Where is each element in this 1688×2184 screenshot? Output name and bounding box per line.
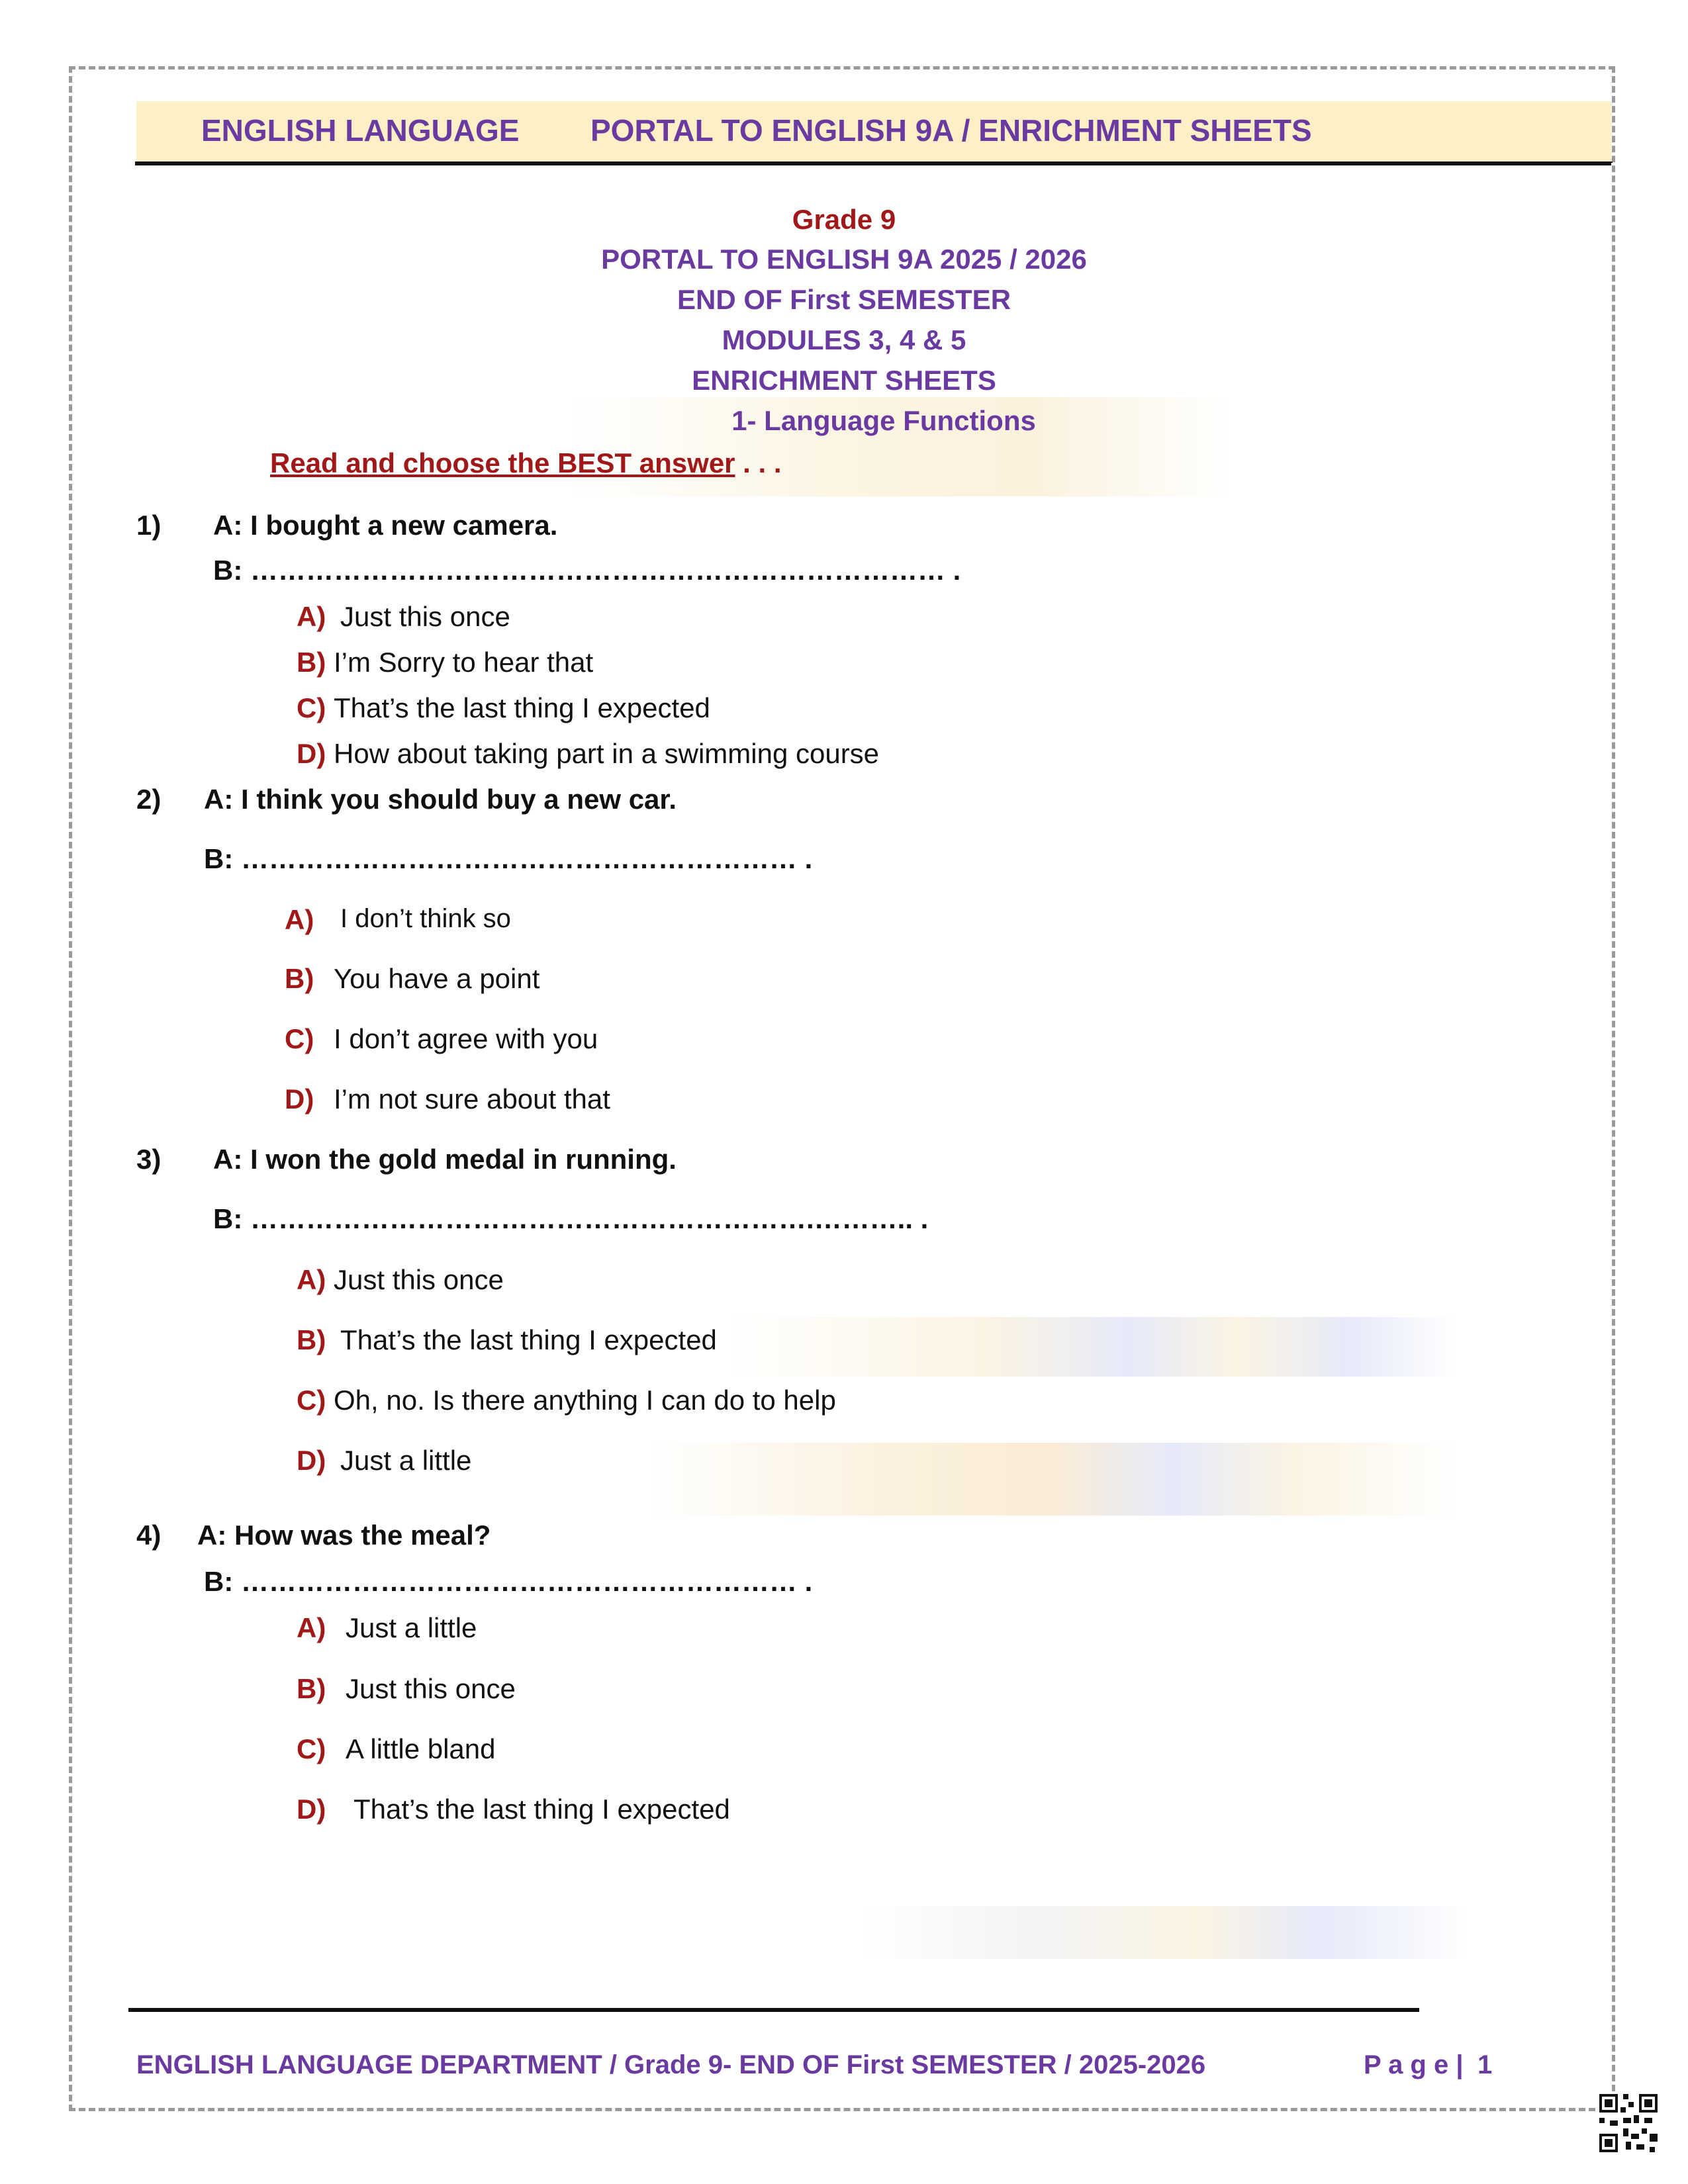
option-text[interactable]: Just this once	[346, 1673, 516, 1704]
page-number: 1	[1477, 2050, 1493, 2079]
header-rule-extension	[1536, 161, 1613, 163]
footer-rule	[128, 2008, 1419, 2012]
option-text[interactable]: A little bland	[346, 1733, 496, 1764]
footer-department: ENGLISH LANGUAGE DEPARTMENT / Grade 9- END OF First SEMESTER / 2025-2026	[136, 2050, 1206, 2079]
option-letter: A)	[297, 601, 326, 632]
answer-blank: B: …………………………………………………….……….. .	[213, 1203, 929, 1234]
option-letter: A)	[285, 904, 314, 935]
question-prompt: A: I won the gold medal in running.	[213, 1144, 677, 1175]
option-text[interactable]: I’m not sure about that	[334, 1083, 610, 1115]
option-text[interactable]: Oh, no. Is there anything I can do to help	[334, 1385, 836, 1416]
section-title: 1- Language Functions	[731, 405, 1036, 436]
option-letter: B)	[297, 1673, 326, 1704]
option-letter: D)	[285, 1083, 314, 1115]
grade-title: Grade 9	[792, 204, 896, 235]
answer-blank: B: …………………………………………………… .	[204, 1566, 813, 1597]
option-letter: B)	[285, 963, 314, 994]
question-prompt: A: I think you should buy a new car.	[204, 784, 677, 815]
option-text[interactable]: I’m Sorry to hear that	[334, 647, 594, 678]
option-letter: A)	[297, 1264, 326, 1295]
answer-blank: B: …………………………………………………… .	[204, 843, 813, 874]
sheets-title: ENRICHMENT SHEETS	[692, 365, 996, 396]
header-series: PORTAL TO ENGLISH 9A / ENRICHMENT SHEETS	[590, 113, 1312, 148]
header-rule	[135, 161, 1611, 165]
option-text[interactable]: Just this once	[334, 1264, 504, 1295]
course-title: PORTAL TO ENGLISH 9A 2025 / 2026	[601, 244, 1087, 275]
question-number: 1)	[136, 510, 162, 541]
option-letter: D)	[297, 1445, 326, 1476]
option-letter: A)	[297, 1612, 326, 1643]
option-letter: D)	[297, 1794, 326, 1825]
semester-title: END OF First SEMESTER	[677, 284, 1011, 315]
question-number: 2)	[136, 784, 162, 815]
instruction-text: Read and choose the BEST answer	[270, 447, 735, 478]
option-text[interactable]: How about taking part in a swimming course	[334, 738, 880, 769]
option-text[interactable]: Just this once	[340, 601, 510, 632]
modules-title: MODULES 3, 4 & 5	[722, 324, 966, 355]
option-letter: C)	[297, 692, 326, 723]
instruction	[270, 447, 782, 479]
header-subject: ENGLISH LANGUAGE	[201, 113, 520, 148]
watermark-fragment	[649, 1443, 1456, 1516]
option-text[interactable]: That’s the last thing I expected	[340, 1324, 717, 1355]
watermark-fragment	[728, 1317, 1456, 1377]
option-letter: D)	[297, 738, 326, 769]
option-text[interactable]: That’s the last thing I expected	[334, 692, 710, 723]
watermark-fragment	[861, 1906, 1470, 1959]
option-text[interactable]: Just a little	[346, 1612, 477, 1643]
option-letter: C)	[297, 1733, 326, 1764]
answer-blank: B: ………………………………………………………………… .	[213, 555, 961, 586]
question-number: 3)	[136, 1144, 162, 1175]
option-letter: B)	[297, 647, 326, 678]
question-number: 4)	[136, 1520, 162, 1551]
option-letter: C)	[297, 1385, 326, 1416]
option-text[interactable]: Just a little	[340, 1445, 472, 1476]
question-prompt: A: I bought a new camera.	[213, 510, 558, 541]
question-prompt: A: How was the meal?	[197, 1520, 491, 1551]
option-text[interactable]: I don’t think so	[340, 904, 511, 933]
option-letter: C)	[285, 1023, 314, 1054]
qr-code-icon	[1597, 2091, 1660, 2155]
page-label: P a g e |	[1364, 2050, 1464, 2079]
option-text[interactable]: I don’t agree with you	[334, 1023, 598, 1054]
instruction-ellipsis: . . .	[735, 447, 782, 478]
option-text[interactable]: You have a point	[334, 963, 540, 994]
option-text[interactable]: That’s the last thing I expected	[353, 1794, 730, 1825]
option-letter: B)	[297, 1324, 326, 1355]
